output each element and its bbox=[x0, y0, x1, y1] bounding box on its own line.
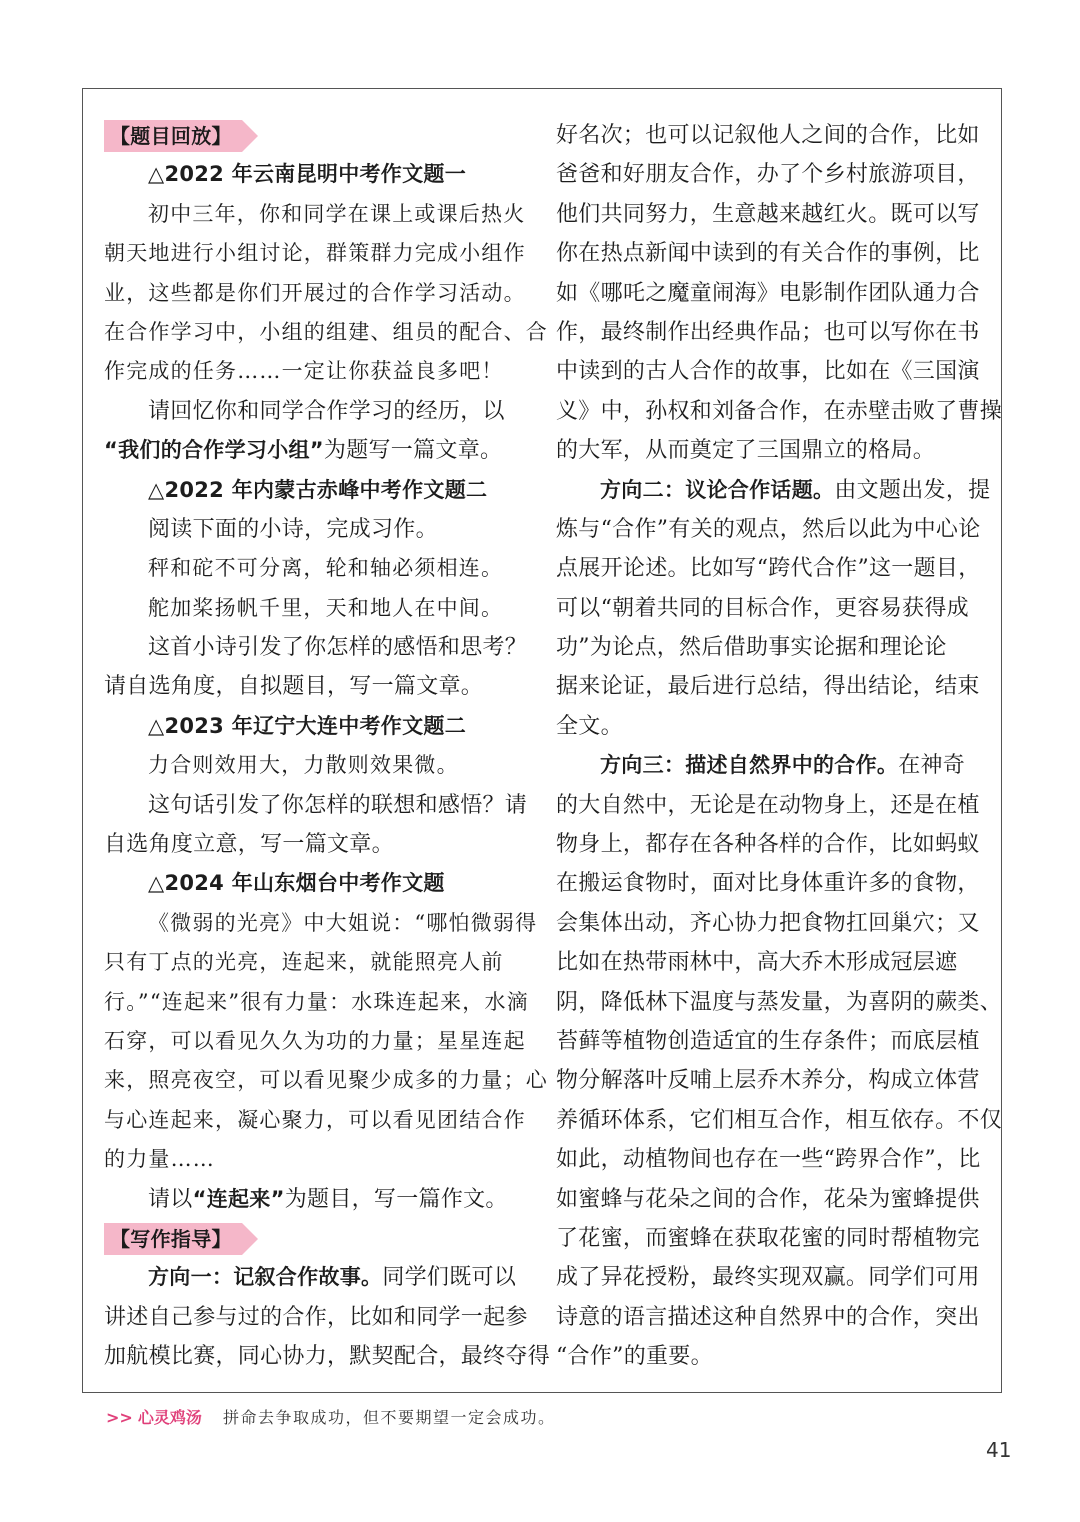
text-line: 功”为论点，然后借助事实论据和理论论 bbox=[556, 635, 947, 661]
text-run: 在神奇 bbox=[898, 753, 966, 779]
text-line: 物身上，都存在各种各样的合作，比如蚂蚁 bbox=[556, 832, 980, 858]
right-column bbox=[556, 116, 1003, 1377]
text-line bbox=[104, 1258, 518, 1297]
section-tag: 【题目回放】 bbox=[104, 120, 242, 152]
text-line: 自选角度立意，写一篇文章。 bbox=[104, 832, 394, 858]
text-line: 《微弱的光亮》中大姐说：“哪怕微弱得 bbox=[148, 910, 538, 935]
text-line: 物分解落叶反哺上层乔木养分，构成立体营 bbox=[556, 1068, 980, 1094]
text-line bbox=[556, 471, 991, 510]
text-line: 成了异花授粉，最终实现双赢。同学们可用 bbox=[556, 1265, 980, 1291]
section-tag: 【写作指导】 bbox=[104, 1223, 242, 1255]
text-line: 力合则效用大，力散则效果微。 bbox=[148, 753, 459, 778]
text-run: 同学们既可以 bbox=[382, 1265, 517, 1291]
prompt-heading: △2024 年山东烟台中考作文题 bbox=[148, 871, 445, 896]
text-line: 他们共同努力，生意越来越红火。既可以写 bbox=[556, 201, 980, 227]
prompt-heading: △2022 年云南昆明中考作文题一 bbox=[148, 162, 467, 187]
prompt-heading: △2023 年辽宁大连中考作文题二 bbox=[148, 713, 467, 738]
bold-run: 方向三：描述自然界中的合作。 bbox=[600, 753, 899, 778]
footer-quote-bar bbox=[106, 1406, 556, 1430]
text-line: 业，这些都是你们开展过的合作学习活动。 bbox=[104, 280, 526, 305]
text-line: 好名次；也可以记叙他人之间的合作，比如 bbox=[556, 123, 980, 148]
text-line: 秤和砣不可分离，轮和轴必须相连。 bbox=[148, 556, 504, 581]
text-line: 点展开论述。比如写“跨代合作”这一题目， bbox=[556, 556, 981, 582]
text-line: 中读到的古人合作的故事，比如在《三国演 bbox=[556, 359, 980, 385]
text-line: 在合作学习中，小组的组建、组员的配合、合 bbox=[104, 319, 548, 344]
text-line: 讲述自己参与过的合作，比如和同学一起参 bbox=[104, 1304, 528, 1330]
text-line: 了花蜜，而蜜蜂在获取花蜜的同时帮植物完 bbox=[556, 1225, 980, 1251]
text-line: 比如在热带雨林中，高大乔木形成冠层遮 bbox=[556, 950, 958, 976]
text-line: “合作”的重要。 bbox=[556, 1344, 713, 1370]
footer-arrow: >> bbox=[106, 1408, 133, 1427]
text-line: 养循环体系，它们相互合作，相互依存。不仅 bbox=[556, 1107, 1003, 1133]
text-line bbox=[556, 746, 970, 785]
text-line: 朝天地进行小组讨论，群策群力完成小组作 bbox=[104, 241, 526, 266]
text-line: 的大自然中，无论是在动物身上，还是在植 bbox=[556, 792, 980, 818]
text-line: 请回忆你和同学合作学习的经历，以 bbox=[148, 398, 505, 424]
text-line: 炼与“合作”有关的观点，然后以此为中心论 bbox=[556, 516, 981, 542]
text-line: 只有丁点的光亮，连起来，就能照亮人前 bbox=[104, 950, 504, 975]
text-line: 行。”“连起来”很有力量：水珠连起来，水滴 bbox=[104, 989, 529, 1014]
text-line: 可以“朝着共同的目标合作，更容易获得成 bbox=[556, 595, 969, 621]
text-line: 来，照亮夜空，可以看见聚少成多的力量；心 bbox=[104, 1068, 548, 1093]
text-line: 这首小诗引发了你怎样的感悟和思考？ bbox=[148, 635, 528, 661]
text-line: 初中三年，你和同学在课上或课后热火 bbox=[148, 201, 526, 226]
text-line: 阅读下面的小诗，完成习作。 bbox=[148, 516, 438, 542]
text-line: 作，最终制作出经典作品；也可以写你在书 bbox=[556, 319, 980, 345]
text-line: 作完成的任务……一定让你获益良多吧！ bbox=[104, 359, 504, 384]
text-run: 请以 bbox=[148, 1186, 193, 1212]
text-line: 你在热点新闻中读到的有关合作的事例，比 bbox=[556, 241, 980, 267]
text-line: 如《哪吒之魔童闹海》电影制作团队通力合 bbox=[556, 280, 980, 306]
text-line: 加航模比赛，同心协力，默契配合，最终夺得 bbox=[104, 1344, 551, 1370]
footer-quote: 拼命去争取成功，但不要期望一定会成功。 bbox=[223, 1408, 556, 1427]
text-line: 舵加桨扬帆千里，天和地人在中间。 bbox=[148, 595, 504, 620]
text-line: 请自选角度，自拟题目，写一篇文章。 bbox=[104, 674, 484, 700]
bold-run: “我们的合作学习小组” bbox=[104, 438, 324, 463]
text-line: 苔藓等植物创造适宜的生存条件；而底层植 bbox=[556, 1028, 980, 1054]
text-line: 爸爸和好朋友合作，办了个乡村旅游项目， bbox=[556, 162, 980, 188]
text-line: 阴，降低林下温度与蒸发量，为喜阴的蕨类、 bbox=[556, 989, 1003, 1015]
text-line: 义》中，孙权和刘备合作，在赤壁击败了曹操 bbox=[556, 398, 1003, 424]
text-line: 诗意的语言描述这种自然界中的合作，突出 bbox=[556, 1304, 980, 1330]
text-run: 为题目，写一篇作文。 bbox=[284, 1186, 508, 1212]
footer-brand: 心灵鸡汤 bbox=[137, 1408, 202, 1427]
text-line: 在搬运食物时，面对比身体重许多的食物， bbox=[556, 871, 980, 897]
text-line: 这句话引发了你怎样的联想和感悟？请 bbox=[148, 792, 528, 818]
section-tag-line bbox=[104, 116, 518, 155]
text-line bbox=[104, 1180, 518, 1219]
prompt-heading: △2022 年内蒙古赤峰中考作文题二 bbox=[148, 477, 488, 502]
bold-run: “连起来” bbox=[192, 1186, 285, 1211]
text-line: 的大军，从而奠定了三国鼎立的格局。 bbox=[556, 438, 936, 464]
bold-run: 方向一：记叙合作故事。 bbox=[148, 1265, 383, 1290]
left-column bbox=[104, 116, 551, 1377]
section-tag-line bbox=[104, 1219, 518, 1258]
text-run: 由文题出发，提 bbox=[834, 477, 991, 503]
text-line: 全文。 bbox=[556, 713, 623, 739]
bold-run: 方向二：议论合作话题。 bbox=[600, 477, 835, 502]
text-line: 与心连起来，凝心聚力，可以看见团结合作 bbox=[104, 1107, 526, 1132]
text-line: 会集体出动，齐心协力把食物扛回巢穴；又 bbox=[556, 910, 980, 936]
text-line: 如此，动植物间也存在一些“跨界合作”，比 bbox=[556, 1147, 981, 1173]
text-run: 为题写一篇文章。 bbox=[323, 438, 503, 464]
text-line: 据来论证，最后进行总结，得出结论，结束 bbox=[556, 674, 980, 700]
text-line: 的力量…… bbox=[104, 1147, 215, 1172]
text-line bbox=[104, 431, 518, 470]
text-line: 如蜜蜂与花朵之间的合作，花朵为蜜蜂提供 bbox=[556, 1186, 980, 1212]
page-number: 41 bbox=[986, 1438, 1012, 1462]
text-line: 石穿，可以看见久久为功的力量；星星连起 bbox=[104, 1028, 526, 1053]
